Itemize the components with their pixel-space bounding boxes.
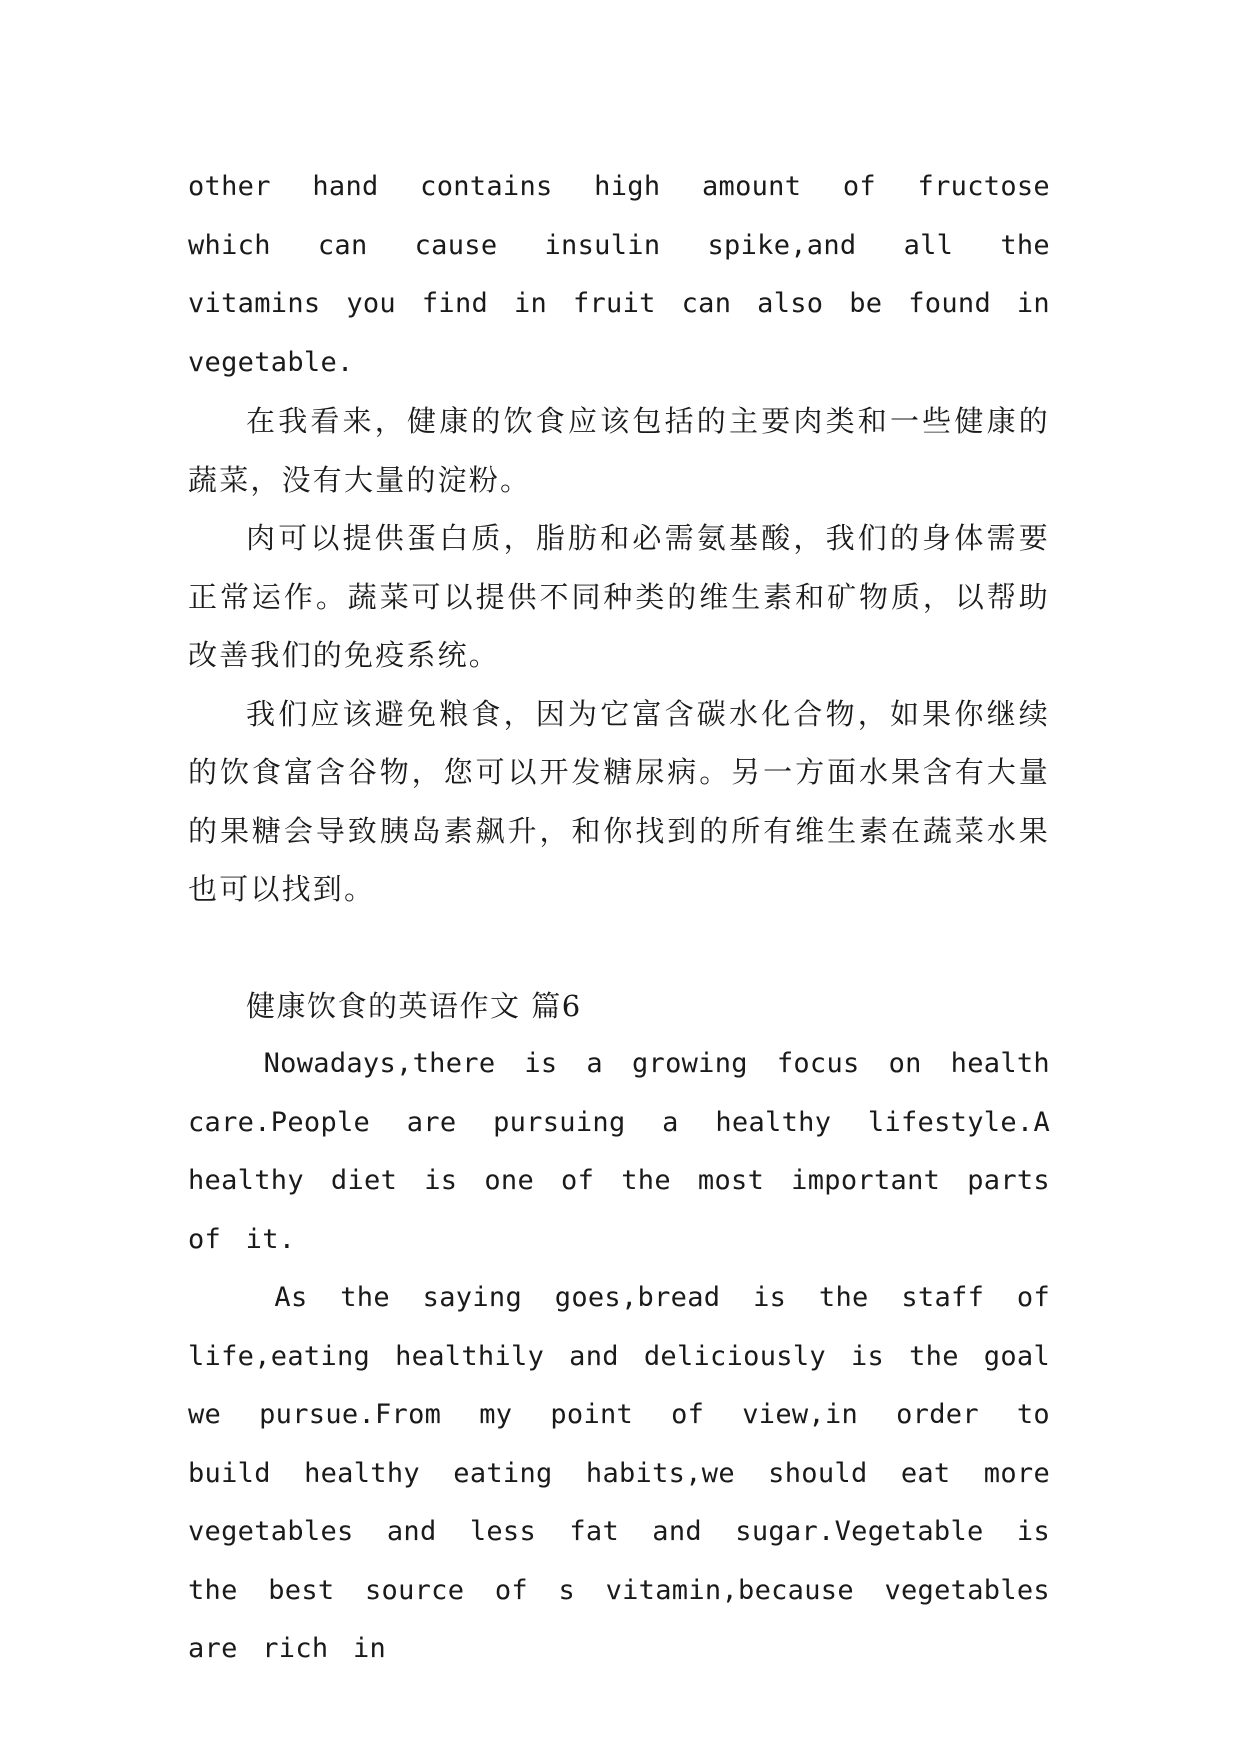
section-spacer: [188, 919, 1050, 977]
paragraph-saying-goes-en: As the saying goes,bread is the staff of life,eating healthily and deliciously is the goal we pursue.From my point of view,in order to build healthy eating habits,we should eat more vegetables and less fat and sugar.Vegetable is the best source of s vitamin,because vegetables are rich in: [188, 1282, 1050, 1664]
paragraph-meat-vegetable-zh: 肉可以提供蛋白质，脂肪和必需氨基酸，我们的身体需要正常运作。蔬菜可以提供不同种类的维生素和矿物质，以帮助改善我们的免疫系统。: [188, 521, 1050, 672]
paragraph-avoid-grain-zh: 我们应该避免粮食，因为它富含碳水化合物，如果你继续的饮食富含谷物，您可以开发糖尿病。另一方面水果含有大量的果糖会导致胰岛素飙升，和你找到的所有维生素在蔬菜水果也可以找到。: [188, 696, 1050, 906]
section-heading: 健康饮食的英语作文 篇6: [246, 988, 582, 1023]
paragraph-nowadays-en: Nowadays,there is a growing focus on health care.People are pursuing a healthy lifestyle.A healthy diet is one of the most important parts of it.: [188, 1048, 1050, 1255]
paragraph-healthy-diet-zh: 在我看来，健康的饮食应该包括的主要肉类和一些健康的蔬菜，没有大量的淀粉。: [188, 404, 1050, 497]
document-page: [188, 158, 1050, 1679]
paragraph-fruit-vegetable-en: other hand contains high amount of fructose which can cause insulin spike,and all the vitamins you find in fruit can also be found in vegetable.: [188, 171, 1050, 378]
